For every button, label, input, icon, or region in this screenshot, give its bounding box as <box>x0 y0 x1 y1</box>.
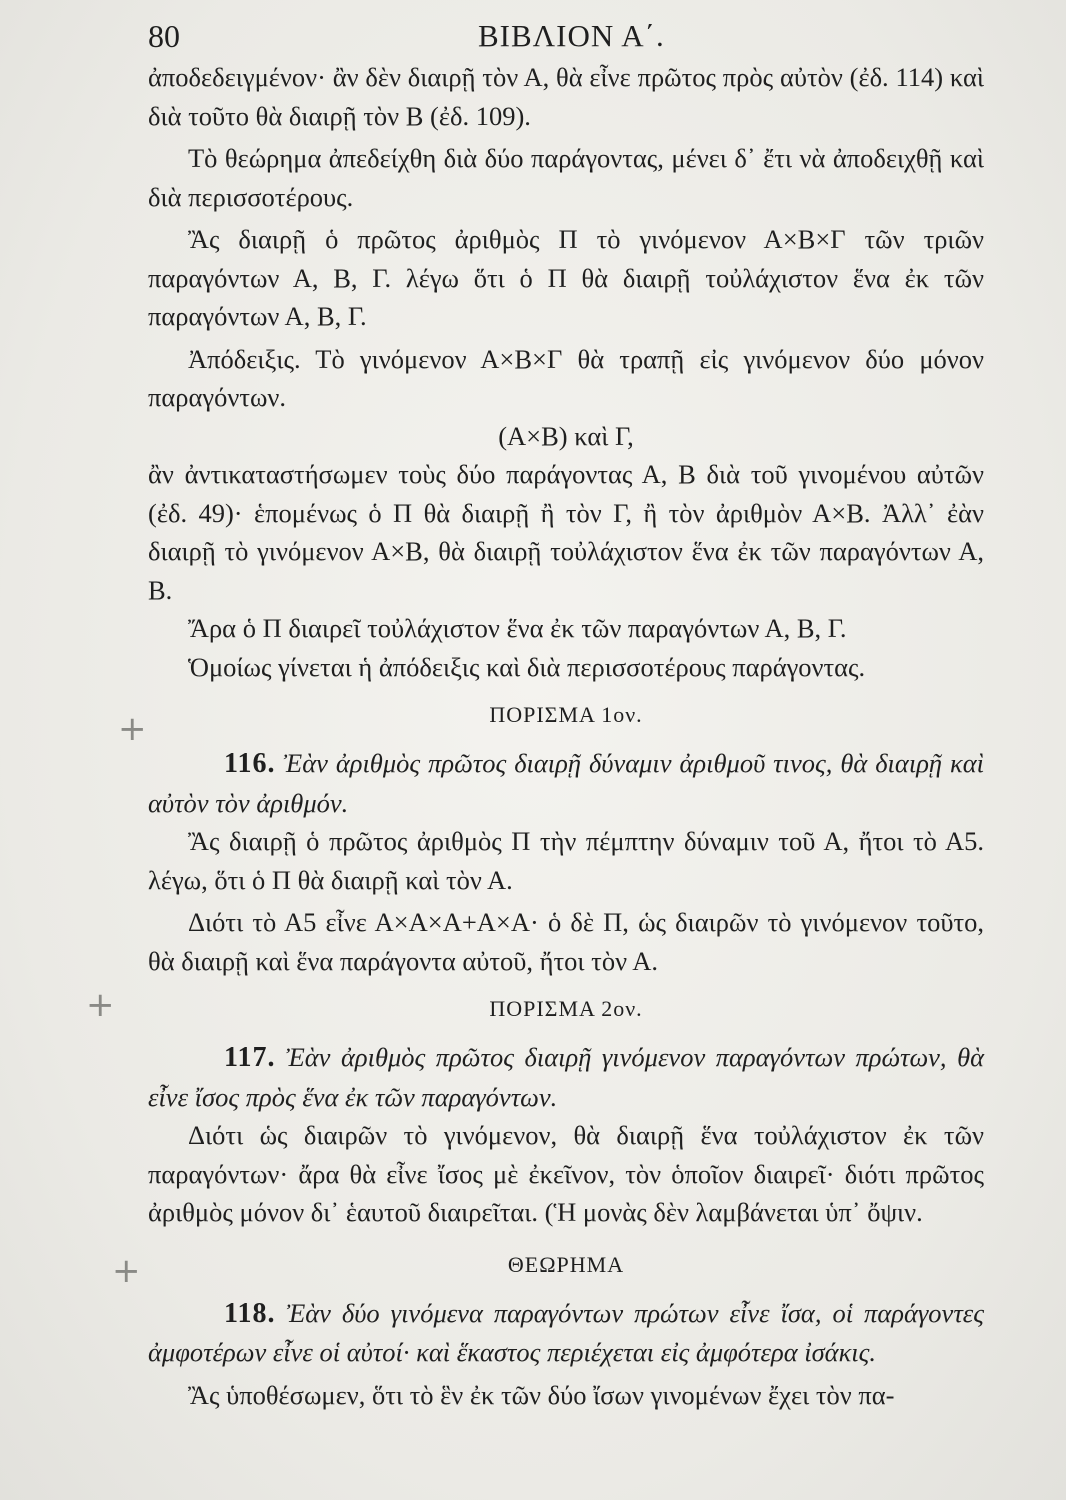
corollary-text: Ἐὰν ἀριθμὸς πρῶτος διαιρῇ δύναμιν ἀριθμοῦ τινος, θὰ διαιρῇ καὶ αὐτὸν τὸν ἀριθμόν. <box>148 748 984 818</box>
page-number: 80 <box>148 18 180 54</box>
pencil-cross-mark: + <box>118 709 147 749</box>
section-heading: ΠΟΡΙΣΜΑ 2ον. <box>489 996 643 1021</box>
paragraph: Ἄρα ὁ Π διαιρεῖ τοὐλάχιστον ἕνα ἐκ τῶν παραγόντων Α, Β, Γ. <box>188 613 847 643</box>
paragraph-continuation: ἀποδεδειγμένον· ἂν δὲν διαιρῇ τὸν Α, θὰ εἶνε πρῶτος πρὸς αὐτὸν (ἐδ. 114) καὶ διὰ τοῦτο θὰ διαιρῇ τὸν Β (ἐδ. 109). <box>148 62 984 131</box>
page-body <box>148 58 984 1414</box>
running-head: ΒΙΒΛΙΟΝ Α΄. <box>478 18 665 53</box>
theorem-statement <box>148 1294 984 1372</box>
display-formula: (Α×Β) καὶ Γ, <box>498 420 634 451</box>
paragraph: Διότι τὸ Α5 εἶνε Α×Α×Α+Α×Α· ὁ δὲ Π, ὡς διαιρῶν τὸ γινόμενον τοῦτο, θὰ διαιρῇ καὶ ἕνα παράγοντα αὐτοῦ, ἤτοι τὸν Α. <box>148 907 984 976</box>
section-number: 118. <box>224 1297 276 1329</box>
page-header <box>148 12 988 58</box>
section-heading: ΠΟΡΙΣΜΑ 1ον. <box>489 702 643 727</box>
paragraph: Τὸ θεώρημα ἀπεδείχθη διὰ δύο παράγοντας, μένει δ᾿ ἔτι νὰ ἀποδειχθῇ καὶ διὰ περισσοτέρους. <box>148 143 984 212</box>
paragraph: Ἂς ὑποθέσωμεν, ὅτι τὸ ἓν ἐκ τῶν δύο ἴσων γινομένων ἔχει τὸν πα- <box>188 1379 895 1410</box>
paragraph: ἂν ἀντικαταστήσωμεν τοὺς δύο παράγοντας Α, Β διὰ τοῦ γινομένου αὐτῶν (ἐδ. 49)· ἑπομένως ὁ Π θὰ διαιρῇ ἢ τὸν Γ, ἢ τὸν ἀριθμὸν Α×Β. Ἀλλ᾿ ἐὰν διαιρῇ τὸ γινόμενον Α×Β, θὰ διαιρῇ τοὐλάχιστον ἕνα ἐκ τῶν παραγόντων Α, Β. <box>148 459 984 605</box>
paragraph: Ἂς διαιρῇ ὁ πρῶτος ἀριθμὸς Π τὸ γινόμενον Α×Β×Γ τῶν τριῶν παραγόντων Α, Β, Γ. λέγω ὅτι ὁ Π θὰ διαιρῇ τοὐλάχιστον ἕνα ἐκ τῶν παραγόντων Α, Β, Γ. <box>148 224 984 331</box>
paragraph: Διότι ὡς διαιρῶν τὸ γινόμενον, θὰ διαιρῇ ἕνα τοὐλάχιστον ἐκ τῶν παραγόντων· ἄρα θὰ εἶνε ἴσος μὲ ἐκεῖνον, τὸν ὁποῖον διαιρεῖ· διότι πρῶτος ἀριθμὸς μόνον δι᾿ ἑαυτοῦ διαιρεῖται. (Ἡ μονὰς δὲν λαμβάνεται ὑπ᾿ ὄψιν. <box>148 1120 984 1227</box>
paragraph: Ὁμοίως γίνεται ἡ ἀπόδειξις καὶ διὰ περισσοτέρους παράγοντας. <box>188 651 866 682</box>
section-heading: ΘΕΩΡΗΜΑ <box>507 1251 625 1277</box>
section-number: 117. <box>224 1042 276 1073</box>
pencil-cross-mark: + <box>112 1251 141 1291</box>
corollary-statement <box>148 1038 984 1116</box>
section-number: 116. <box>224 748 276 779</box>
paragraph: Ἂς διαιρῇ ὁ πρῶτος ἀριθμὸς Π τὴν πέμπτην δύναμιν τοῦ Α, ἤτοι τὸ Α5. λέγω, ὅτι ὁ Π θὰ διαιρῇ καὶ τὸν Α. <box>148 826 984 895</box>
corollary-text: Ἐὰν ἀριθμὸς πρῶτος διαιρῇ γινόμενον παραγόντων πρώτων, θὰ εἶνε ἴσος πρὸς ἕνα ἐκ τῶν παραγόντων. <box>148 1042 984 1112</box>
theorem-text: Ἐὰν δύο γινόμενα παραγόντων πρώτων εἶνε ἴσα, οἱ παράγοντες ἀμφοτέρων εἶνε οἱ αὐτοί· καὶ ἕκαστος περιέχεται εἰς ἀμφότερα ἰσάκις. <box>148 1297 985 1367</box>
pencil-cross-mark: + <box>86 985 115 1025</box>
proof-paragraph: Ἀπόδειξις. Τὸ γινόμενον Α×Β×Γ θὰ τραπῇ εἰς γινόμενον δύο μόνον παραγόντων. <box>148 343 984 412</box>
corollary-statement <box>148 744 984 822</box>
